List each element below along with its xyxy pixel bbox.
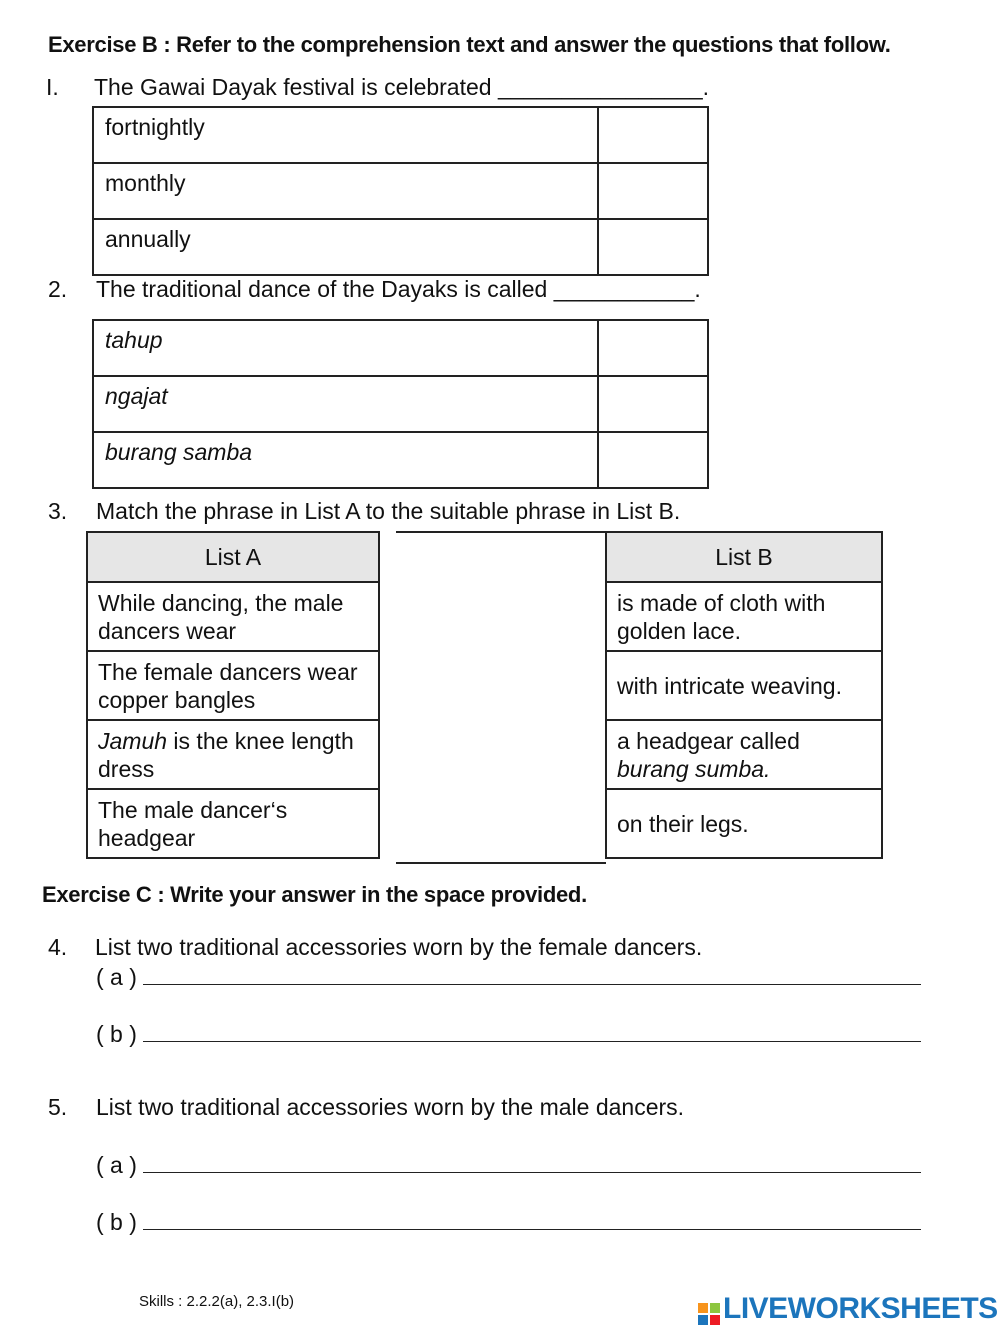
list-a-item[interactable]: The male dancer‘s headgear xyxy=(87,789,379,858)
option-label: burang samba xyxy=(93,432,598,488)
list-a-header: List A xyxy=(87,532,379,582)
list-b-header: List B xyxy=(606,532,882,582)
list-b-item[interactable]: on their legs. xyxy=(606,789,882,858)
option-label: monthly xyxy=(93,163,598,219)
answer-line[interactable] xyxy=(143,984,921,985)
option-checkbox[interactable] xyxy=(598,432,708,488)
option-row xyxy=(93,432,708,488)
answer-label: ( b ) xyxy=(96,1021,137,1047)
list-b-item[interactable]: a headgear called burang sumba. xyxy=(606,720,882,789)
option-label: annually xyxy=(93,219,598,275)
answer-blank: ___________. xyxy=(553,276,701,302)
question-number: 2. xyxy=(48,276,68,302)
option-checkbox[interactable] xyxy=(598,107,708,163)
list-b-table xyxy=(605,531,883,859)
question-text: The traditional dance of the Dayaks is called xyxy=(96,276,548,302)
answer-row xyxy=(96,1152,921,1179)
answer-blank: ________________. xyxy=(497,74,710,100)
list-b-item[interactable]: with intricate weaving. xyxy=(606,651,882,720)
option-row xyxy=(93,320,708,376)
list-a-item[interactable]: While dancing, the male dancers wear xyxy=(87,582,379,651)
liveworksheets-icon xyxy=(698,1303,720,1325)
answer-row xyxy=(96,1021,921,1048)
question-4 xyxy=(48,934,702,961)
answer-label: ( a ) xyxy=(96,1152,137,1178)
question-2 xyxy=(48,276,701,303)
option-label: tahup xyxy=(93,320,598,376)
exercise-b-heading: Exercise B : Refer to the comprehension text and answer the questions that follow. xyxy=(48,32,891,57)
question-text: List two traditional accessories worn by the female dancers. xyxy=(95,934,703,960)
exercise-c-heading: Exercise C : Write your answer in the space provided. xyxy=(42,882,587,907)
option-label: ngajat xyxy=(93,376,598,432)
list-a-table xyxy=(86,531,380,859)
list-a-item[interactable]: Jamuh is the knee length dress xyxy=(87,720,379,789)
logo-text: LIVEWORKSHEETS xyxy=(723,1292,998,1325)
answer-row xyxy=(96,964,921,991)
skills-note: Skills : 2.2.2(a), 2.3.I(b) xyxy=(139,1293,295,1310)
question-1-options xyxy=(92,106,709,276)
question-number: 4. xyxy=(48,934,68,960)
option-row xyxy=(93,376,708,432)
question-text: The Gawai Dayak festival is celebrated xyxy=(94,74,492,100)
liveworksheets-logo xyxy=(698,1292,998,1326)
question-number: 5. xyxy=(48,1094,68,1120)
option-checkbox[interactable] xyxy=(598,163,708,219)
answer-line[interactable] xyxy=(143,1041,921,1042)
list-b-item[interactable]: is made of cloth with golden lace. xyxy=(606,582,882,651)
option-checkbox[interactable] xyxy=(598,320,708,376)
question-5 xyxy=(48,1094,684,1121)
option-row xyxy=(93,219,708,275)
list-a-item[interactable]: The female dancers wear copper bangles xyxy=(87,651,379,720)
answer-label: ( b ) xyxy=(96,1209,137,1235)
question-text: List two traditional accessories worn by the male dancers. xyxy=(96,1094,685,1120)
question-1 xyxy=(46,74,709,101)
option-label: fortnightly xyxy=(93,107,598,163)
option-row xyxy=(93,163,708,219)
question-text: Match the phrase in List A to the suitable phrase in List B. xyxy=(96,498,681,524)
matching-area[interactable] xyxy=(396,531,606,864)
option-row xyxy=(93,107,708,163)
option-checkbox[interactable] xyxy=(598,376,708,432)
question-2-options xyxy=(92,319,709,489)
question-number: I. xyxy=(46,74,59,100)
answer-line[interactable] xyxy=(143,1229,921,1230)
answer-line[interactable] xyxy=(143,1172,921,1173)
question-3 xyxy=(48,498,680,525)
question-number: 3. xyxy=(48,498,68,524)
answer-row xyxy=(96,1209,921,1236)
option-checkbox[interactable] xyxy=(598,219,708,275)
answer-label: ( a ) xyxy=(96,964,137,990)
